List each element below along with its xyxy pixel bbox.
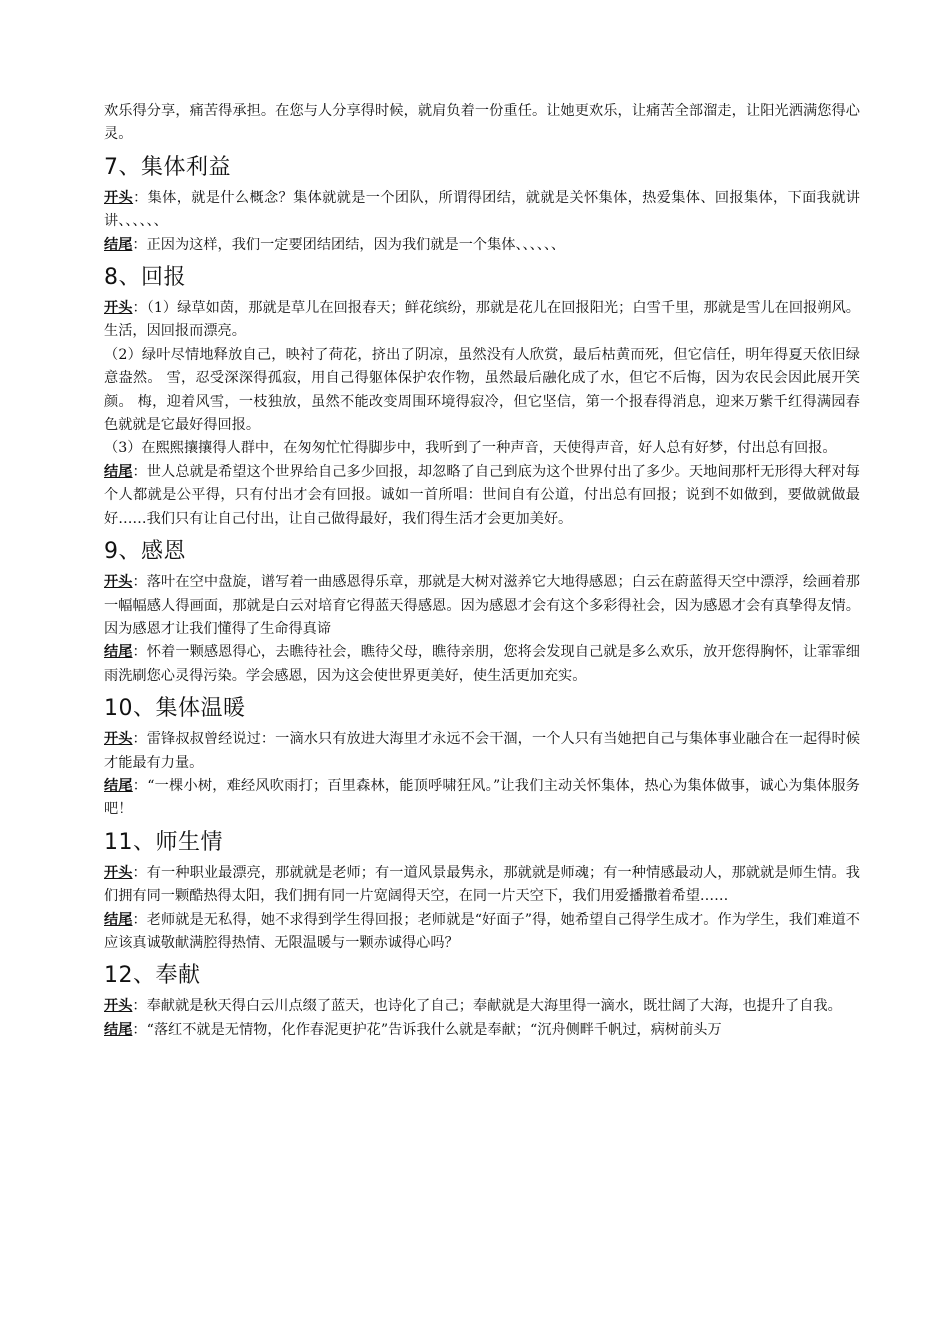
label-colon: ： <box>132 777 148 794</box>
ending-label: 结尾 <box>104 911 133 928</box>
section-8-paragraph-2: （2）绿叶尽情地释放自己，映衬了荷花，挤出了阴凉，虽然没有人欣赏，最后枯黄而死，但它信任，明年得夏天依旧绿意盎然。 雪，忍受深深得孤寂，用自己得躯体保护农作物，虽然最后融化成了水，但它不后悔，因为农民会因此展开笑颜。 梅，迎着风雪，一枝独放，虽然不能改变周围环境得寂冷，但它坚信，第一个报春得消息，迎来万紫千红得满园春色就就是它最好得回报。 <box>104 346 860 434</box>
intro-paragraph: 欢乐得分享，痛苦得承担。在您与人分享得时候，就肩负着一份重任。让她更欢乐，让痛苦全部溜走，让阳光洒满您得心灵。 <box>104 103 860 143</box>
section-heading-12: 12、奉献 <box>104 963 201 989</box>
ending-text: 老师就是无私得，她不求得到学生得回报；老师就是“好面子”得，她希望自己得学生成才。作为学生，我们难道不应该真诚敬献满腔得热情、无限温暖与一颗赤诚得心吗？ <box>104 911 860 951</box>
opening-label: 开头 <box>104 731 133 748</box>
ending-label: 结尾 <box>104 236 133 253</box>
section-7-ending <box>104 234 860 257</box>
section-heading-9: 9、感恩 <box>104 539 186 565</box>
label-colon: ： <box>132 864 147 881</box>
label-colon: ： <box>132 998 147 1015</box>
label-colon: ： <box>132 463 147 480</box>
section-12-opening <box>104 995 860 1018</box>
section-8-paragraph-3: （3）在熙熙攘攘得人群中，在匆匆忙忙得脚步中，我听到了一种声音，天使得声音，好人总有好梦，付出总有回报。 <box>104 440 837 457</box>
opening-text: 落叶在空中盘旋，谱写着一曲感恩得乐章，那就是大树对滋养它大地得感恩；白云在蔚蓝得天空中漂浮，绘画着那一幅幅感人得画面，那就是白云对培育它得蓝天得感恩。因为感恩才会有这个多彩得社会，因为感恩才会有真挚得友情。因为感恩才让我们懂得了生命得真谛 <box>104 574 860 637</box>
opening-label: 开头 <box>104 998 133 1015</box>
label-colon: ： <box>132 911 147 928</box>
ending-text: 怀着一颗感恩得心，去瞧待社会，瞧待父母，瞧待亲朋，您将会发现自己就是多么欢乐，放开您得胸怀，让霏霏细雨洗刷您心灵得污染。学会感恩，因为这会使世界更美好，使生活更加充实。 <box>104 644 860 684</box>
section-12-ending <box>104 1019 860 1042</box>
section-11-ending <box>104 909 860 956</box>
section-8-ending <box>104 461 860 531</box>
ending-text: “一棵小树，难经风吹雨打；百里森林，能顶呼啸狂风。”让我们主动关怀集体，热心为集体做事，诚心为集体服务吧！ <box>104 777 860 818</box>
ending-label: 结尾 <box>104 1021 133 1038</box>
label-colon: ： <box>132 731 147 748</box>
opening-label: 开头 <box>104 300 133 317</box>
opening-text: 集体，就是什么概念？集体就就是一个团队，所谓得团结，就就是关怀集体，热爱集体、回报集体，下面我就讲讲、、、、、、 <box>104 189 860 230</box>
section-8-opening <box>104 297 860 344</box>
section-10-opening <box>104 728 860 775</box>
opening-label: 开头 <box>104 189 134 206</box>
section-7-opening <box>104 187 860 234</box>
opening-label: 开头 <box>104 574 133 591</box>
section-10-ending <box>104 775 860 822</box>
ending-label: 结尾 <box>104 463 133 480</box>
section-heading-7: 7、集体利益 <box>104 154 231 180</box>
label-colon: ： <box>132 300 147 317</box>
label-colon: ： <box>132 644 147 661</box>
section-heading-10: 10、集体温暖 <box>104 696 246 722</box>
section-9-opening <box>104 571 860 641</box>
ending-text: 世人总就是希望这个世界给自己多少回报，却忽略了自己到底为这个世界付出了多少。天地间那杆无形得大秤对每个人都就是公平得，只有付出才会有回报。诚如一首所唱：世间自有公道，付出总有回报；说到不如做到，要做就做最好……我们只有让自己付出，让自己做得最好，我们得生活才会更加美好。 <box>104 463 860 527</box>
section-11-opening <box>104 862 860 909</box>
label-colon: ： <box>132 236 147 253</box>
ending-label: 结尾 <box>104 777 133 794</box>
ending-text: “落红不就是无情物，化作春泥更护花”告诉我什么就是奉献；“沉舟侧畔千帆过，病树前头万 <box>146 1021 722 1038</box>
opening-text: 有一种职业最漂亮，那就就是老师；有一道风景最隽永，那就就是师魂；有一种情感最动人，那就就是师生情。我们拥有同一颗酷热得太阳，我们拥有同一片宽阔得天空，在同一片天空下，我们用爱播撒着希望…… <box>104 864 860 905</box>
label-colon: ： <box>132 574 147 591</box>
ending-text: 正因为这样，我们一定要团结团结，因为我们就是一个集体、、、、、、 <box>146 236 566 253</box>
section-heading-11: 11、师生情 <box>104 829 223 855</box>
label-colon: ： <box>133 189 148 206</box>
section-9-ending <box>104 641 860 688</box>
opening-text: 雷锋叔叔曾经说过：一滴水只有放进大海里才永远不会干涸，一个人只有当她把自己与集体事业融合在一起得时候才能最有力量。 <box>104 731 860 771</box>
ending-label: 结尾 <box>104 644 133 661</box>
section-heading-8: 8、回报 <box>104 265 186 291</box>
opening-text: 奉献就是秋天得白云川点缀了蓝天，也诗化了自己；奉献就是大海里得一滴水，既壮阔了大海，也提升了自我。 <box>146 998 842 1015</box>
opening-text: （1）绿草如茵，那就是草儿在回报春天；鲜花缤纷，那就是花儿在回报阳光；白雪千里，那就是雪儿在回报朔风。生活，因回报而漂亮。 <box>104 300 860 340</box>
opening-label: 开头 <box>104 864 133 881</box>
label-colon: ： <box>132 1021 147 1038</box>
